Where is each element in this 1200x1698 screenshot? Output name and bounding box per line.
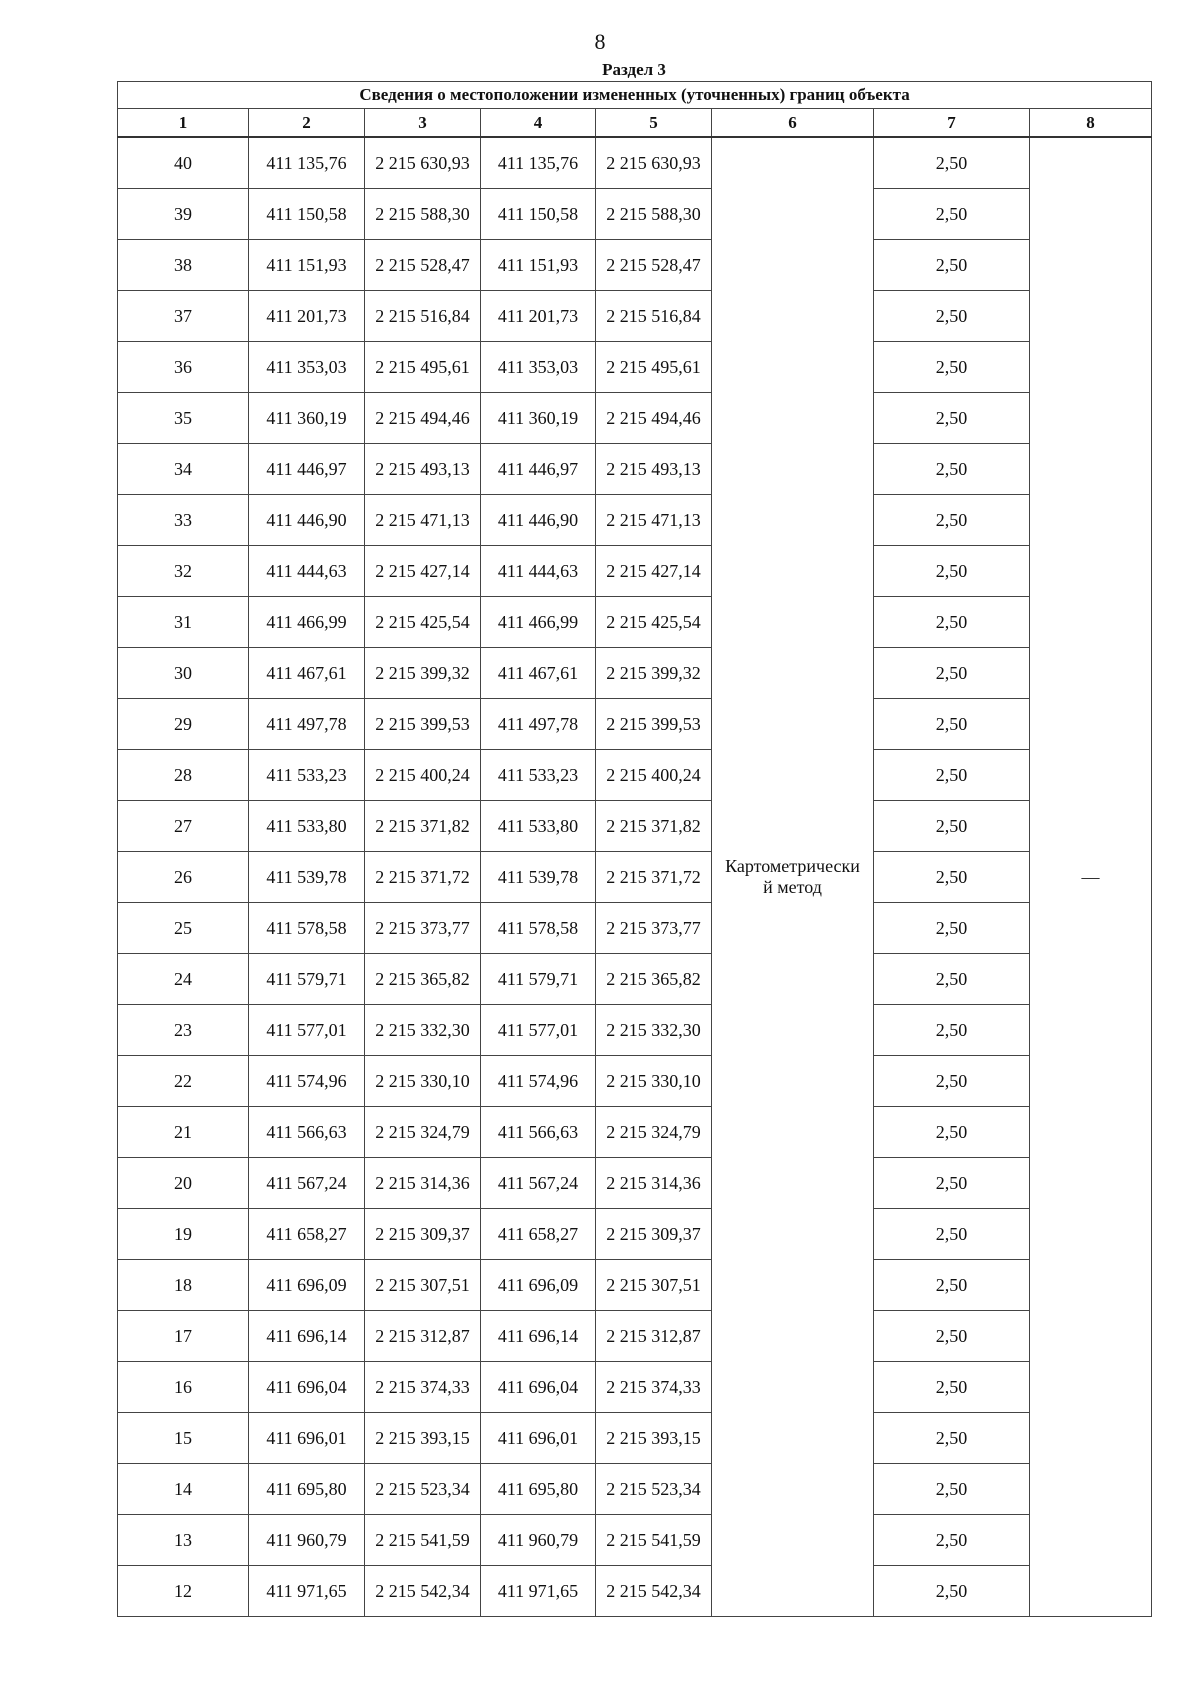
cell-x-old: 411 658,27: [249, 1209, 365, 1260]
table-row: [118, 546, 1152, 597]
cell-x-new: 411 466,99: [481, 597, 596, 648]
column-number: 3: [365, 109, 481, 138]
cell-y-new: 2 215 371,72: [596, 852, 712, 903]
cell-y-old: 2 215 309,37: [365, 1209, 481, 1260]
cell-y-new: 2 215 400,24: [596, 750, 712, 801]
cell-point: 23: [118, 1005, 249, 1056]
cell-x-new: 411 696,14: [481, 1311, 596, 1362]
cell-x-old: 411 444,63: [249, 546, 365, 597]
column-number: 2: [249, 109, 365, 138]
cell-column8: —: [1030, 137, 1152, 1617]
cell-y-old: 2 215 427,14: [365, 546, 481, 597]
cell-y-new: 2 215 399,53: [596, 699, 712, 750]
cell-x-old: 411 578,58: [249, 903, 365, 954]
cell-point: 37: [118, 291, 249, 342]
cell-y-old: 2 215 330,10: [365, 1056, 481, 1107]
column-number: 6: [712, 109, 874, 138]
table-row: [118, 852, 1152, 903]
cell-accuracy: 2,50: [874, 342, 1030, 393]
cell-accuracy: 2,50: [874, 1056, 1030, 1107]
table-row: [118, 1311, 1152, 1362]
cell-accuracy: 2,50: [874, 648, 1030, 699]
cell-x-new: 411 135,76: [481, 137, 596, 189]
cell-accuracy: 2,50: [874, 1005, 1030, 1056]
table-row: [118, 1107, 1152, 1158]
cell-accuracy: 2,50: [874, 393, 1030, 444]
cell-accuracy: 2,50: [874, 1413, 1030, 1464]
cell-y-old: 2 215 516,84: [365, 291, 481, 342]
cell-y-old: 2 215 542,34: [365, 1566, 481, 1617]
cell-x-old: 411 466,99: [249, 597, 365, 648]
table-row: [118, 954, 1152, 1005]
cell-accuracy: 2,50: [874, 240, 1030, 291]
cell-x-old: 411 360,19: [249, 393, 365, 444]
cell-y-old: 2 215 393,15: [365, 1413, 481, 1464]
cell-accuracy: 2,50: [874, 801, 1030, 852]
table-row: [118, 648, 1152, 699]
table-row: [118, 495, 1152, 546]
page-number: 8: [594, 29, 606, 54]
cell-accuracy: 2,50: [874, 1260, 1030, 1311]
cell-point: 31: [118, 597, 249, 648]
cell-x-old: 411 696,09: [249, 1260, 365, 1311]
cell-x-new: 411 696,04: [481, 1362, 596, 1413]
cell-y-new: 2 215 393,15: [596, 1413, 712, 1464]
cell-y-new: 2 215 471,13: [596, 495, 712, 546]
cell-y-new: 2 215 542,34: [596, 1566, 712, 1617]
cell-point: 24: [118, 954, 249, 1005]
cell-point: 25: [118, 903, 249, 954]
column-number: 7: [874, 109, 1030, 138]
cell-x-new: 411 696,01: [481, 1413, 596, 1464]
cell-accuracy: 2,50: [874, 699, 1030, 750]
cell-y-old: 2 215 425,54: [365, 597, 481, 648]
method-line: Картометрически: [725, 856, 860, 876]
cell-y-old: 2 215 373,77: [365, 903, 481, 954]
cell-point: 22: [118, 1056, 249, 1107]
cell-x-new: 411 578,58: [481, 903, 596, 954]
cell-x-new: 411 151,93: [481, 240, 596, 291]
cell-x-old: 411 566,63: [249, 1107, 365, 1158]
cell-y-new: 2 215 528,47: [596, 240, 712, 291]
cell-x-new: 411 567,24: [481, 1158, 596, 1209]
cell-point: 12: [118, 1566, 249, 1617]
cell-accuracy: 2,50: [874, 954, 1030, 1005]
cell-y-new: 2 215 324,79: [596, 1107, 712, 1158]
table-row: [118, 1005, 1152, 1056]
table-row: [118, 1515, 1152, 1566]
cell-point: 13: [118, 1515, 249, 1566]
column-number-row: [118, 109, 1152, 138]
cell-y-old: 2 215 541,59: [365, 1515, 481, 1566]
table-row: [118, 750, 1152, 801]
cell-point: 30: [118, 648, 249, 699]
cell-y-new: 2 215 365,82: [596, 954, 712, 1005]
cell-y-old: 2 215 471,13: [365, 495, 481, 546]
boundary-coordinates-table: [117, 81, 1152, 1617]
cell-x-new: 411 446,90: [481, 495, 596, 546]
cell-point: 27: [118, 801, 249, 852]
cell-point: 26: [118, 852, 249, 903]
section-title: Раздел 3: [602, 60, 666, 79]
cell-accuracy: 2,50: [874, 495, 1030, 546]
cell-y-old: 2 215 365,82: [365, 954, 481, 1005]
cell-x-new: 411 695,80: [481, 1464, 596, 1515]
cell-y-new: 2 215 312,87: [596, 1311, 712, 1362]
cell-y-new: 2 215 399,32: [596, 648, 712, 699]
table-row: [118, 1362, 1152, 1413]
column-number: 5: [596, 109, 712, 138]
table-caption-row: [118, 82, 1152, 109]
column-number: 1: [118, 109, 249, 138]
cell-accuracy: 2,50: [874, 189, 1030, 240]
cell-x-new: 411 971,65: [481, 1566, 596, 1617]
cell-x-new: 411 960,79: [481, 1515, 596, 1566]
cell-point: 20: [118, 1158, 249, 1209]
table-row: [118, 393, 1152, 444]
cell-x-old: 411 695,80: [249, 1464, 365, 1515]
table-row: [118, 1413, 1152, 1464]
column-number: 8: [1030, 109, 1152, 138]
cell-point: 17: [118, 1311, 249, 1362]
cell-accuracy: 2,50: [874, 852, 1030, 903]
cell-accuracy: 2,50: [874, 750, 1030, 801]
cell-y-new: 2 215 374,33: [596, 1362, 712, 1413]
cell-x-old: 411 579,71: [249, 954, 365, 1005]
cell-point: 35: [118, 393, 249, 444]
cell-x-old: 411 533,23: [249, 750, 365, 801]
cell-x-new: 411 579,71: [481, 954, 596, 1005]
cell-x-new: 411 201,73: [481, 291, 596, 342]
cell-point: 18: [118, 1260, 249, 1311]
cell-y-new: 2 215 541,59: [596, 1515, 712, 1566]
cell-accuracy: 2,50: [874, 903, 1030, 954]
cell-x-new: 411 360,19: [481, 393, 596, 444]
cell-y-old: 2 215 523,34: [365, 1464, 481, 1515]
cell-accuracy: 2,50: [874, 1158, 1030, 1209]
table-row: [118, 291, 1152, 342]
cell-y-new: 2 215 314,36: [596, 1158, 712, 1209]
cell-point: 16: [118, 1362, 249, 1413]
cell-accuracy: 2,50: [874, 546, 1030, 597]
cell-x-new: 411 533,80: [481, 801, 596, 852]
cell-x-new: 411 497,78: [481, 699, 596, 750]
cell-y-old: 2 215 314,36: [365, 1158, 481, 1209]
table-row: [118, 801, 1152, 852]
cell-x-old: 411 696,14: [249, 1311, 365, 1362]
cell-x-new: 411 574,96: [481, 1056, 596, 1107]
cell-x-old: 411 135,76: [249, 137, 365, 189]
table-row: [118, 1260, 1152, 1311]
cell-x-old: 411 201,73: [249, 291, 365, 342]
cell-x-new: 411 150,58: [481, 189, 596, 240]
cell-x-new: 411 566,63: [481, 1107, 596, 1158]
cell-point: 15: [118, 1413, 249, 1464]
cell-x-old: 411 696,04: [249, 1362, 365, 1413]
cell-accuracy: 2,50: [874, 1464, 1030, 1515]
cell-y-new: 2 215 425,54: [596, 597, 712, 648]
cell-x-new: 411 444,63: [481, 546, 596, 597]
cell-y-old: 2 215 374,33: [365, 1362, 481, 1413]
table-row: [118, 189, 1152, 240]
cell-accuracy: 2,50: [874, 444, 1030, 495]
cell-x-old: 411 577,01: [249, 1005, 365, 1056]
table-row: [118, 1209, 1152, 1260]
cell-y-new: 2 215 495,61: [596, 342, 712, 393]
cell-point: 39: [118, 189, 249, 240]
cell-x-new: 411 577,01: [481, 1005, 596, 1056]
cell-point: 34: [118, 444, 249, 495]
cell-x-new: 411 533,23: [481, 750, 596, 801]
cell-y-new: 2 215 427,14: [596, 546, 712, 597]
cell-x-old: 411 971,65: [249, 1566, 365, 1617]
cell-accuracy: 2,50: [874, 1362, 1030, 1413]
cell-accuracy: 2,50: [874, 1515, 1030, 1566]
cell-point: 40: [118, 137, 249, 189]
cell-x-old: 411 446,90: [249, 495, 365, 546]
cell-method: [712, 137, 874, 1617]
cell-accuracy: 2,50: [874, 597, 1030, 648]
cell-y-old: 2 215 630,93: [365, 137, 481, 189]
table-row: [118, 903, 1152, 954]
cell-y-old: 2 215 495,61: [365, 342, 481, 393]
table-row: [118, 1566, 1152, 1617]
cell-y-old: 2 215 494,46: [365, 393, 481, 444]
cell-accuracy: 2,50: [874, 1566, 1030, 1617]
cell-y-new: 2 215 371,82: [596, 801, 712, 852]
cell-y-old: 2 215 493,13: [365, 444, 481, 495]
cell-y-old: 2 215 399,32: [365, 648, 481, 699]
cell-accuracy: 2,50: [874, 137, 1030, 189]
cell-x-old: 411 151,93: [249, 240, 365, 291]
column-number: 4: [481, 109, 596, 138]
cell-y-new: 2 215 309,37: [596, 1209, 712, 1260]
cell-y-new: 2 215 588,30: [596, 189, 712, 240]
cell-point: 29: [118, 699, 249, 750]
cell-y-new: 2 215 516,84: [596, 291, 712, 342]
cell-point: 38: [118, 240, 249, 291]
cell-x-old: 411 539,78: [249, 852, 365, 903]
table-row: [118, 444, 1152, 495]
cell-y-new: 2 215 373,77: [596, 903, 712, 954]
table-caption: Сведения о местоположении измененных (уточненных) границ объекта: [118, 82, 1152, 109]
cell-x-old: 411 574,96: [249, 1056, 365, 1107]
cell-y-new: 2 215 494,46: [596, 393, 712, 444]
table-body: [118, 82, 1152, 1617]
cell-x-old: 411 353,03: [249, 342, 365, 393]
cell-y-new: 2 215 523,34: [596, 1464, 712, 1515]
cell-x-new: 411 658,27: [481, 1209, 596, 1260]
table-row: [118, 137, 1152, 189]
cell-x-old: 411 497,78: [249, 699, 365, 750]
cell-y-new: 2 215 332,30: [596, 1005, 712, 1056]
table-row: [118, 1464, 1152, 1515]
cell-x-old: 411 960,79: [249, 1515, 365, 1566]
cell-point: 33: [118, 495, 249, 546]
cell-y-new: 2 215 330,10: [596, 1056, 712, 1107]
cell-accuracy: 2,50: [874, 1107, 1030, 1158]
cell-y-old: 2 215 528,47: [365, 240, 481, 291]
cell-point: 36: [118, 342, 249, 393]
cell-y-new: 2 215 307,51: [596, 1260, 712, 1311]
cell-x-new: 411 696,09: [481, 1260, 596, 1311]
cell-accuracy: 2,50: [874, 1209, 1030, 1260]
table-row: [118, 1056, 1152, 1107]
cell-point: 14: [118, 1464, 249, 1515]
cell-x-old: 411 696,01: [249, 1413, 365, 1464]
cell-y-old: 2 215 371,82: [365, 801, 481, 852]
table-row: [118, 597, 1152, 648]
table-row: [118, 1158, 1152, 1209]
cell-y-old: 2 215 400,24: [365, 750, 481, 801]
cell-x-new: 411 446,97: [481, 444, 596, 495]
cell-x-old: 411 467,61: [249, 648, 365, 699]
cell-accuracy: 2,50: [874, 1311, 1030, 1362]
cell-x-old: 411 567,24: [249, 1158, 365, 1209]
cell-y-old: 2 215 371,72: [365, 852, 481, 903]
cell-x-new: 411 353,03: [481, 342, 596, 393]
cell-point: 32: [118, 546, 249, 597]
cell-y-new: 2 215 493,13: [596, 444, 712, 495]
cell-point: 28: [118, 750, 249, 801]
table-row: [118, 240, 1152, 291]
cell-accuracy: 2,50: [874, 291, 1030, 342]
cell-y-old: 2 215 399,53: [365, 699, 481, 750]
cell-x-old: 411 150,58: [249, 189, 365, 240]
cell-y-old: 2 215 324,79: [365, 1107, 481, 1158]
cell-x-old: 411 446,97: [249, 444, 365, 495]
cell-y-new: 2 215 630,93: [596, 137, 712, 189]
cell-y-old: 2 215 312,87: [365, 1311, 481, 1362]
cell-point: 19: [118, 1209, 249, 1260]
table-row: [118, 342, 1152, 393]
cell-y-old: 2 215 307,51: [365, 1260, 481, 1311]
cell-x-new: 411 539,78: [481, 852, 596, 903]
cell-x-new: 411 467,61: [481, 648, 596, 699]
cell-y-old: 2 215 588,30: [365, 189, 481, 240]
cell-y-old: 2 215 332,30: [365, 1005, 481, 1056]
cell-x-old: 411 533,80: [249, 801, 365, 852]
method-line: й метод: [763, 877, 822, 897]
table-row: [118, 699, 1152, 750]
cell-point: 21: [118, 1107, 249, 1158]
